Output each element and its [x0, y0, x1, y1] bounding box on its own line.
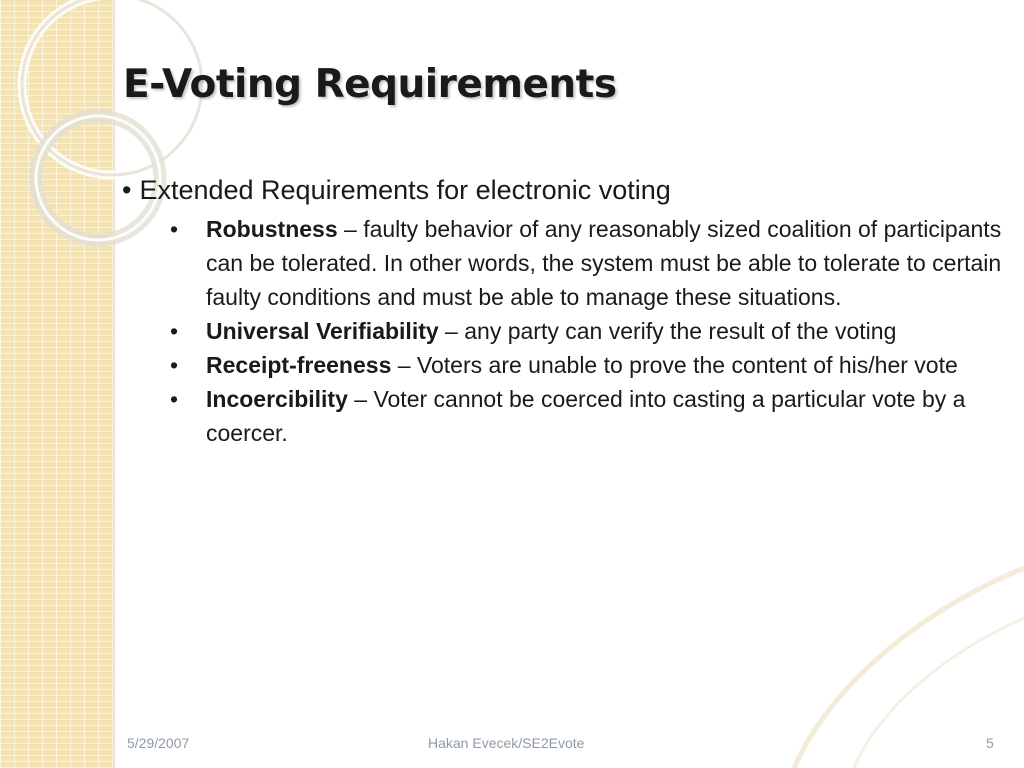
item-description: – Voter cannot be coerced into casting a particular vote by a coercer.	[206, 386, 966, 446]
item-term: Robustness	[206, 216, 338, 242]
section-heading-text: Extended Requirements for electronic voting	[139, 175, 671, 205]
item-term: Incoercibility	[206, 386, 348, 412]
requirements-list	[122, 212, 1002, 450]
list-item-robustness	[122, 212, 1002, 314]
item-description: – any party can verify the result of the voting	[438, 318, 897, 344]
bullet-icon: •	[170, 352, 179, 378]
item-description: – faulty behavior of any reasonably sized coalition of participants can be tolerated. In other words, the system must be able to tolerate to certain faulty conditions and must be able to manage these situations.	[206, 216, 1002, 310]
bullet-icon: •	[122, 175, 132, 205]
bullet-icon: •	[170, 216, 179, 242]
item-term: Receipt-freeness	[206, 352, 392, 378]
item-term: Universal Verifiability	[206, 318, 439, 344]
slide-title: E-Voting Requirements	[123, 62, 617, 107]
footer-author: Hakan Evecek/SE2Evote	[428, 735, 585, 751]
list-item-incoercibility	[122, 382, 1002, 450]
slide-content	[122, 172, 1002, 450]
bullet-icon: •	[170, 386, 179, 412]
footer-page-number: 5	[986, 735, 994, 751]
section-heading	[122, 172, 1002, 208]
footer-date: 5/29/2007	[127, 735, 190, 751]
item-description: – Voters are unable to prove the content of his/her vote	[391, 352, 958, 378]
decorative-corner-curve	[734, 528, 1024, 768]
list-item-universal-verifiability	[122, 314, 1002, 348]
bullet-icon: •	[170, 318, 179, 344]
list-item-receipt-freeness	[122, 348, 1002, 382]
